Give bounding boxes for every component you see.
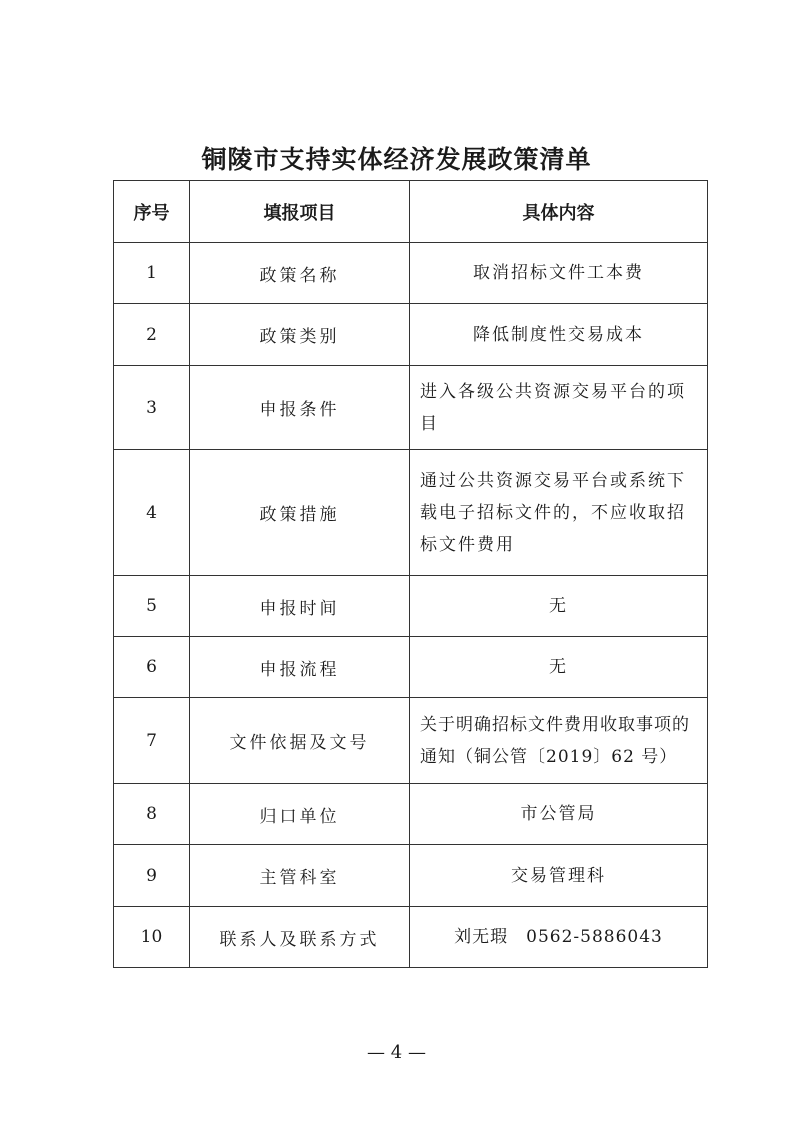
row-item: 政策措施 bbox=[190, 450, 410, 576]
table-row bbox=[114, 907, 708, 968]
row-content: 取消招标文件工本费 bbox=[410, 243, 708, 304]
table-row bbox=[114, 366, 708, 450]
row-content: 市公管局 bbox=[410, 784, 708, 845]
row-item: 申报时间 bbox=[190, 576, 410, 637]
table-row bbox=[114, 304, 708, 366]
row-item: 申报条件 bbox=[190, 366, 410, 450]
row-content: 关于明确招标文件费用收取事项的通知（铜公管〔2019〕62 号） bbox=[410, 698, 708, 784]
row-number: 6 bbox=[114, 637, 190, 698]
row-item: 申报流程 bbox=[190, 637, 410, 698]
row-content: 通过公共资源交易平台或系统下载电子招标文件的，不应收取招标文件费用 bbox=[410, 450, 708, 576]
table-header-row bbox=[114, 181, 708, 243]
row-number: 10 bbox=[114, 907, 190, 968]
page-title: 铜陵市支持实体经济发展政策清单 bbox=[201, 145, 592, 174]
row-content: 无 bbox=[410, 637, 708, 698]
table-row bbox=[114, 637, 708, 698]
policy-table bbox=[113, 180, 708, 968]
table-row bbox=[114, 243, 708, 304]
header-item: 填报项目 bbox=[190, 181, 410, 243]
row-content: 降低制度性交易成本 bbox=[410, 304, 708, 366]
row-item: 政策类别 bbox=[190, 304, 410, 366]
table-row bbox=[114, 576, 708, 637]
page-number: — 4 — bbox=[367, 1042, 426, 1063]
table-row bbox=[114, 450, 708, 576]
row-item: 政策名称 bbox=[190, 243, 410, 304]
table-row bbox=[114, 784, 708, 845]
row-item: 主管科室 bbox=[190, 845, 410, 907]
row-number: 3 bbox=[114, 366, 190, 450]
header-serial-number: 序号 bbox=[114, 181, 190, 243]
row-content: 进入各级公共资源交易平台的项目 bbox=[410, 366, 708, 450]
row-number: 7 bbox=[114, 698, 190, 784]
header-content: 具体内容 bbox=[410, 181, 708, 243]
row-number: 4 bbox=[114, 450, 190, 576]
row-item: 文件依据及文号 bbox=[190, 698, 410, 784]
row-item: 联系人及联系方式 bbox=[190, 907, 410, 968]
row-number: 8 bbox=[114, 784, 190, 845]
row-number: 9 bbox=[114, 845, 190, 907]
table-row bbox=[114, 698, 708, 784]
row-number: 5 bbox=[114, 576, 190, 637]
table-row bbox=[114, 845, 708, 907]
row-number: 1 bbox=[114, 243, 190, 304]
row-item: 归口单位 bbox=[190, 784, 410, 845]
row-content: 无 bbox=[410, 576, 708, 637]
row-content: 刘无瑕 0562-5886043 bbox=[410, 907, 708, 968]
row-number: 2 bbox=[114, 304, 190, 366]
row-content: 交易管理科 bbox=[410, 845, 708, 907]
